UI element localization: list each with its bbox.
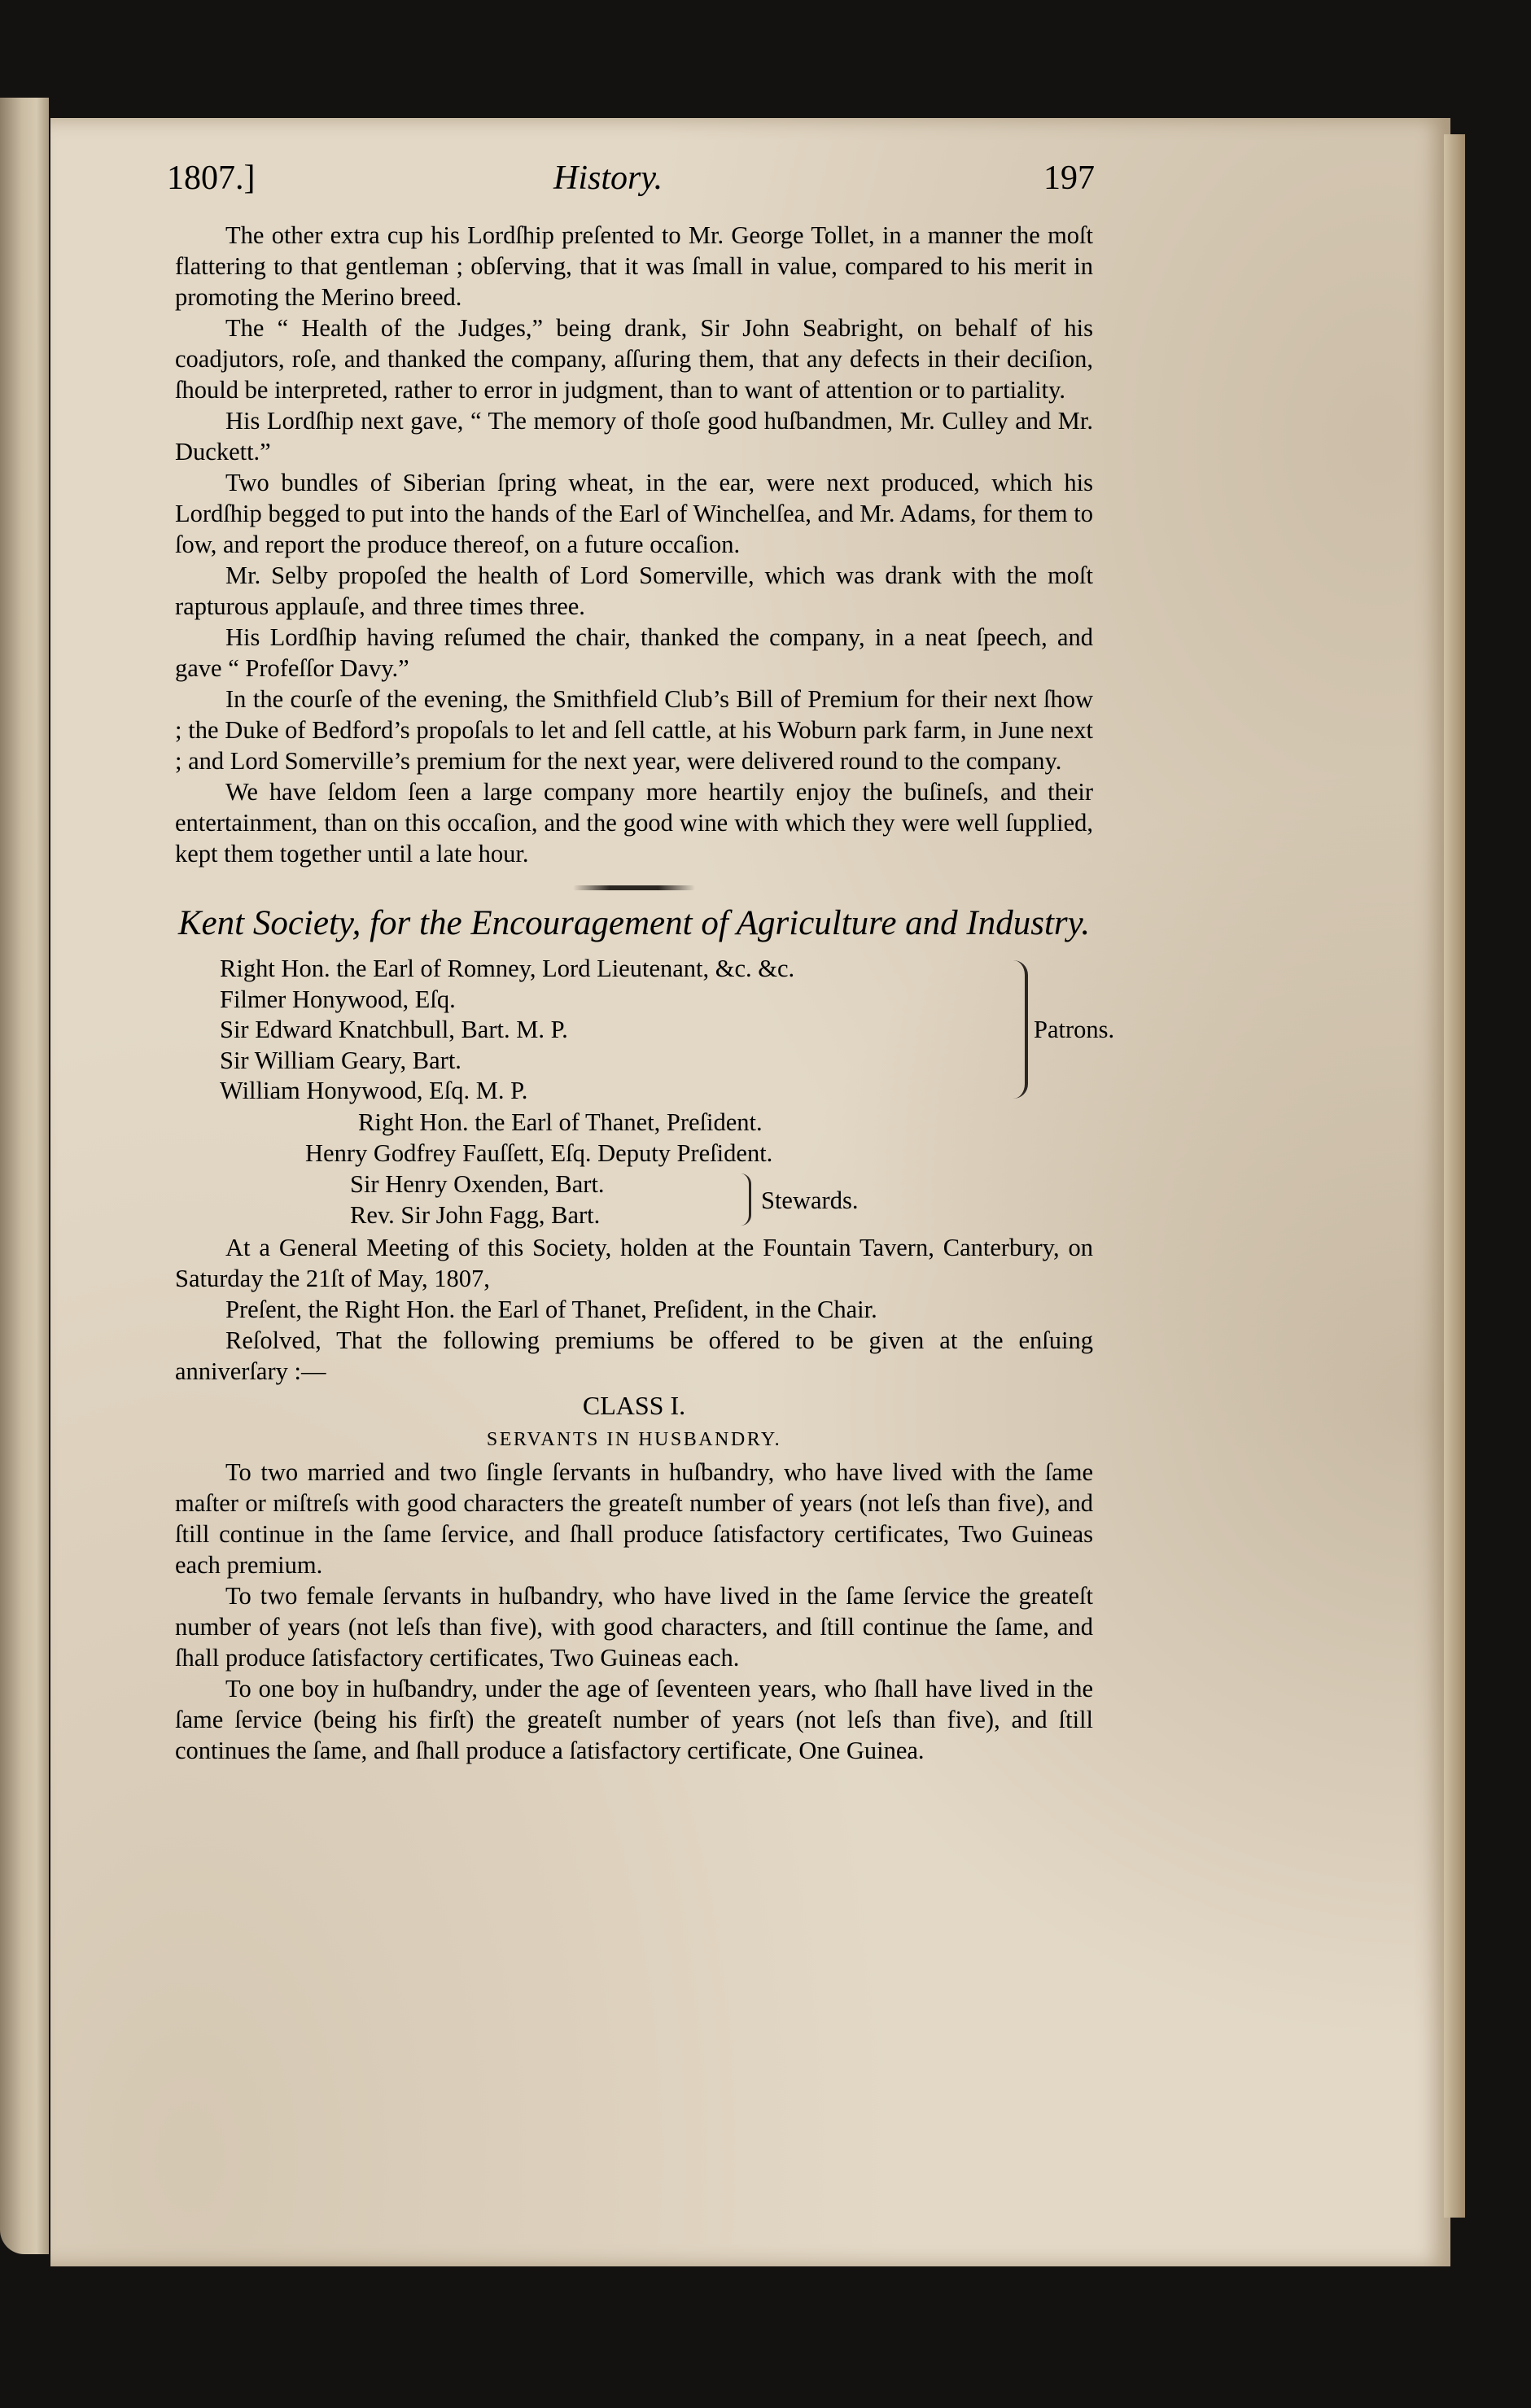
section-title: Kent Society, for the Encouragement of Agriculture and Industry. — [177, 904, 1091, 942]
paragraph: The other extra cup his Lordſhip preſented to Mr. George Tollet, in a manner the moſt flattering to that gentleman ; obſerving, that it was ſmall in value, compared to his merit in promoting the Merino breed. — [175, 221, 1093, 311]
class-subheading: SERVANTS IN HUSBANDRY. — [486, 1429, 782, 1450]
page-fore-edge — [1444, 134, 1465, 2218]
paragraph: In the courſe of the evening, the Smithfield Club’s Bill of Premium for their next ſhow ; the Duke of Bedford’s propoſals to let and ſell cattle, at his Woburn park farm, in June next ; and Lord Somerville’s premium for the next year, were delivered round to the company. — [175, 685, 1093, 775]
page-body — [175, 220, 1115, 1766]
paragraph: To two female ſervants in huſbandry, who have lived in the ſame ſervice the greateſt number of years (not leſs than five), with good characters, and ſtill continue the ſame, and ſhall produce ſatisfactory certificates, Two Guineas each. — [175, 1582, 1093, 1672]
officer-deputy: Henry Godfrey Fauſſett, Eſq. Deputy Preſident. — [305, 1139, 773, 1167]
paragraph: To one boy in huſbandry, under the age of ſeventeen years, who ſhall have lived in the ſame ſervice (being his firſt) the greateſt number of years (not leſs than five), and ſtill continues the ſame, and ſhall produce a ſatisfactory certificate, One Guinea. — [175, 1675, 1093, 1764]
officer-president: Right Hon. the Earl of Thanet, Preſident. — [358, 1108, 763, 1136]
patron-name: Filmer Honywood, Eſq. — [220, 985, 456, 1013]
paragraph: At a General Meeting of this Society, holden at the Fountain Tavern, Canterbury, on Saturday the 21ſt of May, 1807, — [175, 1234, 1093, 1292]
running-header — [167, 159, 1095, 208]
patron-name: Right Hon. the Earl of Romney, Lord Lieutenant, &c. &c. — [220, 955, 795, 982]
paragraph: Mr. Selby propoſed the health of Lord Somerville, which was drank with the moſt rapturous applauſe, and three times three. — [175, 562, 1093, 620]
ornamental-divider — [573, 885, 695, 890]
steward-name: Sir Henry Oxenden, Bart. — [350, 1170, 605, 1198]
paragraph: We have ſeldom ſeen a large company more heartily enjoy the buſineſs, and their entertainment, than on this occaſion, and the good wine with which they were well ſupplied, kept them together until a late hour. — [175, 778, 1093, 867]
paragraph: His Lordſhip having reſumed the chair, thanked the company, in a neat ſpeech, and gave “ Profeſſor Davy.” — [175, 623, 1093, 682]
patron-name: Sir Edward Knatchbull, Bart. M. P. — [220, 1016, 568, 1043]
paragraph: To two married and two ſingle ſervants in huſbandry, who have lived with the ſame maſter or miſtreſs with good characters the greateſt number of years (not leſs than five), and ſtill continue in the ſame ſervice, and ſhall produce ſatisfactory certificates, Two Guineas each premium. — [175, 1458, 1093, 1579]
paragraph: Reſolved, That the following premiums be offered to be given at the enſuing anniverſary :— — [175, 1326, 1093, 1385]
header-title: History. — [553, 160, 663, 197]
stewards-label: Stewards. — [761, 1187, 859, 1214]
paragraph: Two bundles of Siberian ſpring wheat, in the ear, were next produced, which his Lordſhip begged to put into the hands of the Earl of Winchelſea, and Mr. Adams, for them to ſow, and report the produce thereof, on a future occaſion. — [175, 469, 1093, 558]
class-title: CLASS I. — [582, 1391, 686, 1420]
patron-name: Sir William Geary, Bart. — [220, 1046, 461, 1074]
stewards-list — [175, 1169, 1093, 1232]
paragraph: His Lordſhip next gave, “ The memory of thoſe good huſbandmen, Mr. Culley and Mr. Duckett.” — [175, 407, 1093, 465]
steward-name: Rev. Sir John Fagg, Bart. — [350, 1201, 601, 1229]
patrons-list — [175, 954, 1115, 1107]
paragraph: Preſent, the Right Hon. the Earl of Thanet, Preſident, in the Chair. — [225, 1296, 877, 1323]
left-page-edge — [0, 98, 49, 2254]
paragraph: The “ Health of the Judges,” being drank, Sir John Seabright, on behalf of his coadjutors, roſe, and thanked the company, aſſuring them, that any defects in their deciſion, ſhould be interpreted, rather to error in judgment, than to want of attention or to partiality. — [175, 314, 1093, 404]
brace — [1013, 960, 1028, 1099]
page-number: 197 — [1043, 160, 1095, 197]
header-year: 1807.] — [167, 160, 256, 197]
patron-name: William Honywood, Eſq. M. P. — [220, 1077, 528, 1104]
brace — [741, 1173, 751, 1226]
patrons-label: Patrons. — [1034, 1016, 1115, 1043]
